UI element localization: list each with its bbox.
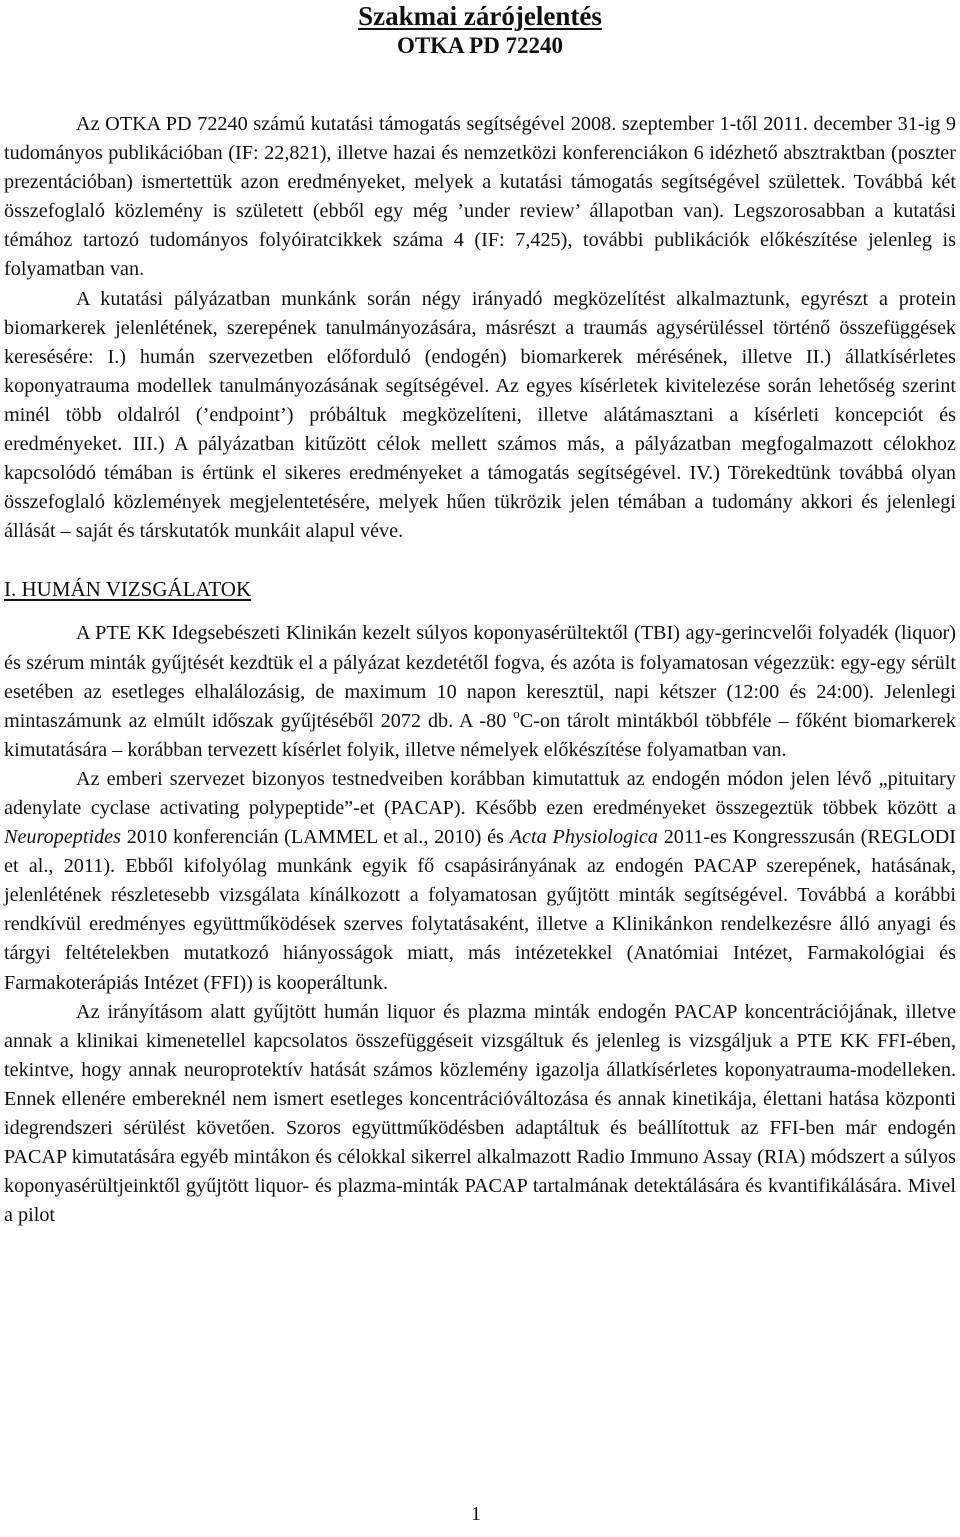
intro-paragraph-2: A kutatási pályázatban munkánk során négy irányadó megközelítést alkalmaztunk, egyrészt a protein biomarkerek jelenlétének, szerepének tanulmányozására, másrészt a traumás agysérüléssel történő összefüggések keresésére: I.) humán szervezetben előforduló (endogén) biomarkerek mérésének, illetve II.) állatkísérletes koponyatrauma modellek tanulmányozásának segítségével. Az egyes kísérletek kivitelezése során lehetőség szerint minél több oldalról (’endpoint’) próbáltuk megközelíteni, illetve alátámasztani a kísérleti koncepciót és eredményeket. III.) A pályázatban kitűzött célok mellett számos más, a pályázatban megfogalmazott célokhoz kapcsolódó témában is értünk el sikeres eredményeket a támogatás segítségével. IV.) Törekedtünk továbbá olyan összefoglaló közlemények megjelentetésére, melyek hűen tükrözik jelen témában a tudomány akkori és jelenlegi állását – saját és társkutatók munkáit alapul véve. [4,287,956,543]
degree-superscript: o [513,705,520,721]
page-number: 1 [471,1503,481,1525]
section-p2-text-c: 2011-es Kongresszusán (REGLODI et al., 2011). Ebből kifolyólag munkánk egyik fő csapásirányának az endogén PACAP szerepének, hatásának, jelenlétének részletesebb vizsgálata kínálkozott a folyamatosan gyűjtött minták segítségével. Továbbá a korábbi rendkívül eredményes együttműködések szerves folytatásaként, illetve a Klinikánkon rendelkezésre álló anyagi és tárgyi feltételekben mutatkozó hiányosságok miatt, más intézetekkel (Anatómiai Intézet, Farmakológiai és Farmakoterápiás Intézet (FFI)) is kooperáltunk. [4,826,956,994]
section-p2-text-b: 2010 konferencián (LAMMEL et al., 2010) és [121,826,510,849]
section-paragraph-3: Az irányításom alatt gyűjtött humán liquor és plazma minták endogén PACAP koncentrációjának, illetve annak a klinikai kimenetellel kapcsolatos összefüggéseit vizsgáltuk és jelenleg is vizsgáljuk a PTE KK FFI-ében, tekintve, hogy annak neuroprotektív hatását számos közlemény igazolja állatkísérletes koponyatrauma-modelleken. Ennek ellenére embereknél nem ismert esetleges koncentrációváltozása és annak kinetikája, élettani hatása központi idegrendszeri sérülést követően. Szoros együttműködésben adaptáltuk és beállítottuk az FFI-ben már endogén PACAP kimutatására egyéb mintákon és célokkal sikerrel alkalmazott Radio Immuno Assay (RIA) módszert a súlyos koponyasérültjeinktől gyűjtött liquor- és plazma-minták PACAP tartalmának detektálására és kvantifikálására. Mivel a pilot [4,1000,956,1227]
intro-paragraph-1: Az OTKA PD 72240 számú kutatási támogatás segítségével 2008. szeptember 1-től 2011. december 31-ig 9 tudományos publikációban (IF: 22,821), illetve hazai és nemzetközi konferenciákon 6 idézhető absztraktban (poszter prezentációban) ismertettük azon eredményeket, melyek a kutatási támogatás segítségével születtek. Továbbá két összefoglaló közlemény is született (ebből egy még ’under review’ állapotban van). Legszorosabban a kutatási témához tartozó tudományos folyóiratcikkek száma 4 (IF: 7,425), további publikációk előkészítése jelenleg is folyamatban van. [4,113,956,281]
document-page [4,0,956,1537]
section-p1-text-after: C-on tárolt mintákból többféle – főként biomarkerek kimutatására – korábban tervezett kísérlet folyik, illetve némelyek előkészítése folyamatban van. [4,709,956,761]
section-heading: I. HUMÁN VIZSGÁLATOK [4,577,252,602]
document-subtitle: OTKA PD 72240 [396,33,564,58]
section-paragraph-2 [4,765,956,998]
document-title: Szakmai zárójelentés [358,1,602,31]
section-paragraph-1 [4,619,956,764]
section-p2-text-a: Az emberi szervezet bizonyos testnedveiben korábban kimutattuk az endogén módon jelen lévő „pituitary adenylate cyclase activating polypeptide”-et (PACAP). Később ezen eredményeket összegeztük többek között a [4,767,956,819]
journal-name-neuropeptides: Neuropeptides [4,826,121,849]
journal-name-acta-physiologica: Acta Physiologica [509,826,658,849]
section-p1-text-before: A PTE KK Idegsebészeti Klinikán kezelt súlyos koponyasérültektől (TBI) agy-gerincvelői folyadék (liquor) és szérum minták gyűjtését kezdtük el a pályázat kezdetétől fogva, és azóta is folyamatosan végezzük: egy-egy sérült esetében az esetleges elhalálozásig, de maximum 10 napon keresztül, napi kétszer (12:00 és 24:00). Jelenlegi mintaszámunk az elmúlt időszak gyűjtéséből 2072 db. A -80 [4,622,956,732]
